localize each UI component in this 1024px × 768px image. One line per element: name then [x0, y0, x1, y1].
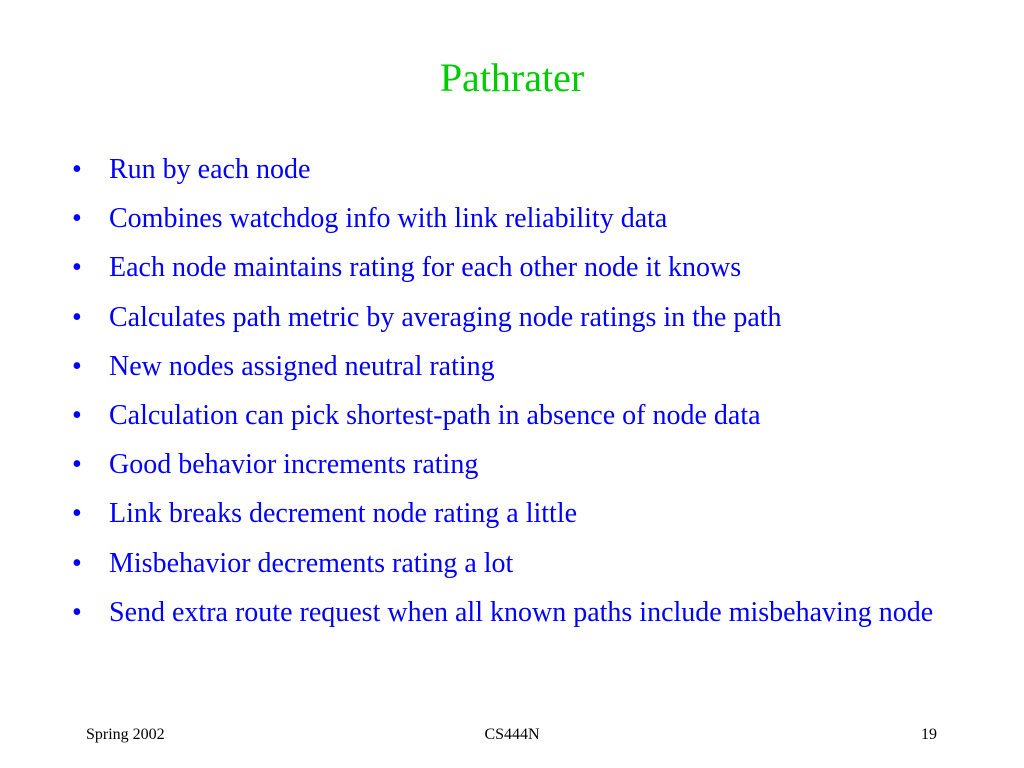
bullet-item: [72, 445, 952, 485]
bullet-icon: •: [72, 498, 82, 530]
bullet-item: [72, 593, 952, 633]
bullet-text: Combines watchdog info with link reliability data: [109, 203, 668, 235]
bullet-text: Each node maintains rating for each other node it knows: [109, 252, 742, 284]
bullet-item: [72, 544, 952, 584]
footer-date: Spring 2002: [86, 726, 165, 743]
bullet-icon: •: [72, 154, 82, 185]
footer-page-number: 19: [921, 726, 937, 743]
bullet-icon: •: [72, 350, 82, 382]
bullet-icon: •: [72, 449, 82, 481]
bullet-item: [72, 494, 952, 534]
bullet-icon: •: [72, 203, 82, 235]
bullet-icon: •: [72, 547, 82, 579]
bullet-item: [72, 248, 952, 288]
bullet-list: [72, 150, 952, 642]
bullet-icon: •: [72, 399, 82, 431]
bullet-item: [72, 298, 952, 338]
bullet-icon: •: [72, 252, 82, 284]
bullet-text: Link breaks decrement node rating a little: [109, 498, 578, 530]
footer-course: CS444N: [484, 726, 540, 743]
bullet-text: Good behavior increments rating: [109, 449, 479, 481]
bullet-text: Calculates path metric by averaging node ratings in the path: [109, 301, 782, 333]
bullet-item: [72, 347, 952, 387]
bullet-item: [72, 150, 952, 190]
slide-title: Pathrater: [439, 55, 585, 100]
bullet-item: [72, 199, 952, 239]
bullet-text: Misbehavior decrements rating a lot: [109, 547, 514, 579]
bullet-text: Send extra route request when all known paths include misbehaving node: [109, 596, 934, 628]
bullet-icon: •: [72, 596, 82, 628]
bullet-text: New nodes assigned neutral rating: [109, 350, 495, 382]
bullet-text: Calculation can pick shortest-path in absence of node data: [109, 399, 761, 431]
bullet-icon: •: [72, 301, 82, 333]
bullet-text: Run by each node: [109, 154, 311, 185]
bullet-item: [72, 396, 952, 436]
